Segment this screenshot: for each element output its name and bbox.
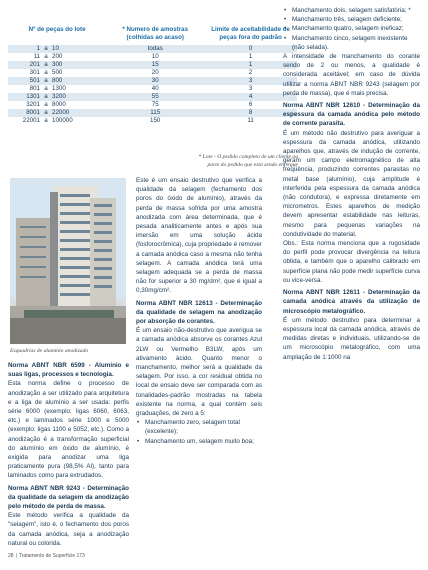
table-footnote: * Lote - O pedido completo de um cliente ou parte do pedido que está sendo entregue [198,154,298,168]
table-row [8,69,297,77]
paragraph-observation: Obs.: Esta norma menciona que a rugosidade do perfil pode provocar divergência na leitura obtida, e também que o aparelho calibrado em superfície plana não pode medir superfície curva ou vice-versa. [283,240,420,284]
cell-samples: 20 [151,69,159,76]
paragraph-sealing-test: Este é um ensaio destrutivo que verifica a qualidade da selagem (fechamento dos poros do óxido de alumínio), através da perda de massa sofrida por uma amostra anodizada com área determinada, que é pesada analiticamente antes e após sua imersão em uma solução ácida (fosforocrômica), cuja propriedade é remover a camada anódica caso a mesma não tenha selagem. A camada anódica terá uma selagem adequada se a perda de massa não for superior a 30 mg/dm², que é igual a 0,30mg/cm². [136,177,262,295]
lot-to: 10 [52,45,59,52]
lot-from: 1301 [26,93,40,100]
cell-samples: todas [106,45,204,53]
cell-lot-range [8,69,106,77]
cell-limit: 6 [248,101,253,108]
staining-grades-list-continued [283,6,420,52]
table-row [8,53,297,61]
cell-limit: 0 [204,45,297,53]
column-3 [283,6,420,362]
cell-limit: 2 [248,69,253,76]
cell-samples: 115 [106,109,204,117]
lot-from: 1 [36,45,40,52]
col-header-limit: Limite de aceitabilidade de peças fora do padrão [211,26,290,41]
lot-to: 100000 [52,117,73,124]
lot-from: 201 [29,61,40,68]
lot-from: 3201 [26,101,40,108]
lot-to: 1300 [52,85,66,92]
col-header-lot: Nº de peças do lote [28,26,86,33]
cell-lot-range [8,93,106,101]
lot-from: 501 [29,77,40,84]
list-item: • Manchamento um, selagem muito boa; [136,437,262,446]
list-item: • Manchamento três, selagem deficiente; [283,15,420,24]
lot-from: 11 [33,53,40,60]
cell-lot-range [8,117,106,125]
heading-nbr-9243: Norma ABNT NBR 9243 - Determinação da qualidade da selagem da anodização pelo método de perda de massa. [8,484,129,511]
heading-nbr-6599: Norma ABNT NBR 6599 - Alumínio e suas ligas, processos e tecnologia. [8,362,129,379]
list-item: • Manchamento zero, selagem total (excelente); [136,418,262,436]
cell-limit: 1 [204,61,297,69]
building-illustration [10,178,126,344]
cell-lot-range [8,77,106,85]
lot-sep: a [44,93,48,100]
col-header-samples: * Numero de amostras (colhidas ao acaso) [122,26,189,41]
cell-samples: 55 [106,93,204,101]
lot-sep: a [44,101,48,108]
list-item: • Manchamento dois, selagem satisfatória; * [283,6,420,15]
table-row [8,77,297,85]
lot-sep: a [44,53,48,60]
cell-limit: 8 [204,109,297,117]
cell-lot-range [8,45,106,53]
table-row [8,61,297,69]
cell-limit: 4 [204,93,297,101]
lot-sep: a [44,61,48,68]
page-number: 28 [8,553,14,559]
lot-from: 22001 [22,117,40,124]
cell-samples: 150 [150,117,161,124]
lot-sep: a [44,109,48,116]
cell-samples: 40 [151,85,159,92]
table-row [8,93,297,101]
cell-lot-range [8,85,106,93]
table-row [8,45,297,53]
cell-limit: 11 [247,117,254,124]
lot-to: 200 [52,53,63,60]
lot-to: 300 [52,61,63,68]
lot-sep: a [44,45,48,52]
lot-sep: a [44,117,48,124]
cell-lot-range [8,109,106,117]
table-body [8,45,297,125]
lot-from: 301 [29,69,40,76]
building-photo [10,178,126,344]
cell-lot-range [8,53,106,61]
lot-to: 800 [52,77,63,84]
heading-nbr-12611: Norma ABNT NBR 12611 - Determinação da camada anódica através da utilização de microscópio metalográfico. [283,289,420,315]
list-item: • Manchamento cinco, selagem inexistente (não selada). [283,34,420,52]
column-1 [8,361,129,548]
paragraph-nbr-12611: É um método destrutivo para determinar a espessura local da camada anódica, através de medidas diretas e individuais, utilizando-se de um microscópio metalográfico, com uma ampliação de 1:1000 na [283,316,420,361]
cell-samples: 30 [106,77,204,85]
lot-sep: a [44,69,48,76]
heading-nbr-12613: Norma ABNT NBR 12613 - Determinação da qualidade de selagem na anodização por absorção de corantes. [136,299,262,326]
table-row [8,109,297,117]
lot-to: 500 [52,69,63,76]
list-item: • Manchamento quatro, selagem ineficaz; [283,24,420,33]
page-footer: 28 | Tratamento de Superfície 173 [8,553,85,559]
lot-to: 8000 [52,101,66,108]
cell-samples: 10 [151,53,159,60]
photo-caption: Esquadrias de alumínio anodizado [10,348,89,354]
cell-samples: 15 [106,61,204,69]
lot-sep: a [44,77,48,84]
column-2 [136,176,262,446]
cell-limit: 3 [204,77,297,85]
paragraph-nbr-9243: Este método verifica a qualidade da "selagem", isto é, o fechamento dos poros da camada anódica, seja a anodização natural ou colorida. [8,512,129,547]
table-row [8,117,297,125]
paragraph-nbr-6599: Esta norma define o processo de anodização a ser utilizado para arquitetura e a liga de alumínio a ser usada: perfis série 6000 (exemplo: ligas 6060, 6063, etc.) e laminados série 1000 e 5000 (exemplo: ligas 1100 e 5052, etc.). Como a anodização é a transformação superficial do alumínio em óxido de alumínio, é exigida para anodizar uma liga praticamente pura (98,5% Al), tanto para laminados como para extrudados. [8,380,129,480]
cell-lot-range [8,101,106,109]
heading-nbr-12610: Norma ABNT NBR 12610 - Determinação da espessura da camada anódica pelo método de corrente parasita. [283,102,420,128]
cell-limit: 1 [248,53,253,60]
staining-grades-list [136,418,262,446]
paragraph-nbr-12613: É um ensaio não-destrutivo que averigua se a camada anódica absorve os corantes Azul 2LW ou Vermelho B3LW, após um ativamento ácido. Quanto menor o manchamento, melhor será a qualidade da selagem. Por isso, a cor residual obtida no local de ensaio deve ser comparada com as tonalidades-padrão mostradas na tabela existente na norma, a qual contém seis graduações, de zero a 5: [136,327,262,418]
lot-from: 8001 [26,109,40,116]
paragraph-nbr-12610: É um método não destrutivo para averiguar a espessura da camada anódica, utilizando aparelhos que, através de indução de corrente, geram um campo eletromagnético de alta freqüência, produzindo correntes parasitas no metal base (alumínio), cuja amplitude é interferida pela espessura da camada anódica (não condutora), e expressa diretamente em micrometros. Estes aparelhos de medição devem apresentar estabilidade nas leituras, mesmo para pequenas variações na condutividade do material. [283,129,420,238]
lot-from: 801 [29,85,40,92]
table-row [8,85,297,93]
lot-sep: a [44,85,48,92]
cell-lot-range [8,61,106,69]
paragraph-acceptance: A intensidade de manchamento do corante sendo de 2 ou menos, a qualidade é considerada aceitável; em caso de dúvida utilizar a norma ABNT NBR 9243 (selagem por perda de massa), que é mais precisa. [283,53,420,97]
lot-to: 22000 [52,109,70,116]
journal-name: Tratamento de Superfície 173 [18,553,85,559]
lot-to: 3200 [52,93,66,100]
sampling-table [8,26,297,125]
cell-samples: 75 [151,101,159,108]
cell-limit: 3 [248,85,253,92]
table-row [8,101,297,109]
